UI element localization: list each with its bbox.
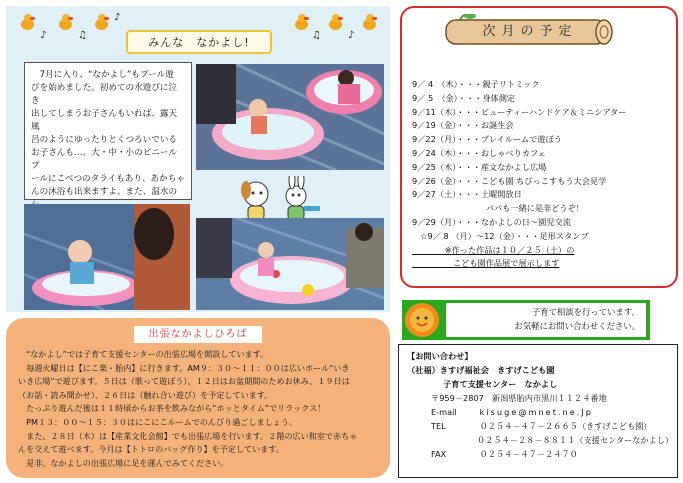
outreach-line: いき広場”で遊びます。５日は（歌って遊ぼう）、１２日はお盆期間のためお休み、１９日は — [18, 376, 350, 387]
children-pool-photo — [196, 218, 384, 310]
sun-face-icon — [405, 303, 439, 337]
consultation-line: お気軽にお問い合わせください。 — [514, 321, 640, 331]
pool-photo — [196, 64, 384, 170]
outreach-line: たっぷり遊んだ後は１１時頃からお茶を飲みながら“ホッとタイム”でリラックス！ — [18, 403, 326, 414]
outreach-line: 是非、なかよしの出張広場に足を運んでみてください。 — [18, 457, 229, 468]
schedule-item: 9／19（金）・・・お誕生会 — [412, 120, 514, 131]
schedule-item: 9／25（木）・・・産文なかよし広場 — [412, 161, 547, 172]
tel-label: TEL — [431, 421, 446, 431]
duck-icon — [94, 14, 110, 32]
story-line: びを始めました。初めての水遊びに泣き — [31, 83, 178, 106]
consultation-line: 子育て相談を行っています。 — [531, 307, 640, 317]
schedule-item: ※作った作品は１０／２５（土）の — [412, 244, 575, 255]
duck-icon — [362, 14, 378, 32]
story-line: 出してしまうお子さんもいれば、露天風 — [31, 109, 178, 132]
story-line: んの沐浴も出来ますよ。また、温水の — [31, 187, 178, 197]
schedule-item: 9／24（木）・・・おしゃべりカフェ — [412, 147, 546, 158]
duck-icon — [20, 14, 36, 32]
fax-value: ０２５４－４７－２４７０ — [479, 449, 578, 459]
music-note-icon: ♫ — [312, 30, 321, 41]
contact-org: （社福）きすげ福祉会 きすげこども園 — [407, 365, 555, 375]
schedule-item: 9／ 5 （金）・・・身体測定 — [412, 92, 516, 103]
outreach-line: 毎週火曜日は【にこ楽・胎内】に行きます。AM９：３０～１１：００は広いホール“いき — [18, 362, 350, 373]
outreach-line: “なかよし”では子育て支援センターの出張広場を開設しています。 — [18, 349, 269, 359]
schedule-item: 9／11（木）・・・ビューティーハンドケア＆ミニシアター — [412, 106, 627, 117]
outreach-text — [18, 348, 382, 470]
duck-icon — [58, 14, 74, 32]
schedule-title: 次月の予定 — [482, 24, 578, 39]
schedule-item: 9／ 4 （木）・・・親子リトミック — [412, 79, 540, 89]
contact-center: 子育て支援センター なかよし — [443, 379, 558, 389]
schedule-item: ☆9／ 8 （月）～12（金）・・・足形スタンプ — [412, 230, 589, 241]
music-note-icon: ♪ — [348, 30, 355, 41]
tel-value[interactable]: ０２５４－２８－８８１１（支援センターなかよし） — [477, 435, 674, 445]
contact-info — [398, 344, 678, 478]
outreach-section — [6, 318, 390, 478]
consultation-text — [446, 303, 646, 337]
contact-address: 〒959－2807 新潟県胎内市黒川１１２４番地 — [431, 393, 607, 403]
dog-rabbit-illustration — [234, 176, 326, 224]
newsletter-top-left-panel — [6, 6, 390, 312]
log-banner — [440, 14, 616, 44]
story-line: 7月に入り、“なかよし”もプール遊 — [31, 70, 174, 80]
story-line: ールにこべつのタライもあり、あかちゃ — [31, 174, 185, 184]
schedule-item: 9／22（月）・・・プレイルームで遊ぼう — [412, 134, 562, 145]
section-title-banner — [126, 30, 272, 54]
duck-icon — [294, 14, 310, 32]
music-note-icon: ♪ — [114, 12, 121, 23]
next-month-schedule — [400, 6, 678, 288]
schedule-item: 9／29（月）・・・なかよしの日～園児交流 — [412, 216, 571, 227]
story-line: お子さんも…。大・中・小のビニールプ — [31, 148, 177, 171]
outreach-title: 出張なかよしひろば — [134, 326, 262, 343]
baby-basin-photo — [24, 204, 190, 310]
contact-heading: 【お問い合わせ】 — [407, 351, 473, 361]
email-label: E-mail — [431, 407, 457, 417]
outreach-line: PM１３：００～１５：３０はにこにこルームでのんびり過ごしましょう。 — [18, 416, 297, 427]
schedule-item: 9／27（土）・・・土曜開放日 — [412, 189, 522, 200]
tel-value[interactable]: ０２５４－４７－２６６５（きすげこども園） — [479, 421, 652, 431]
fax-label: FAX — [431, 449, 447, 459]
section-title: みんな なかよし! — [148, 36, 250, 49]
story-text-box — [24, 62, 192, 200]
music-note-icon: ♫ — [78, 30, 87, 41]
schedule-item: こども園作品展で展示します — [412, 258, 560, 269]
consultation-notice — [402, 300, 650, 340]
outreach-line: また、２８日（木）は【産業文化会館】でも出張広場を行います。２階の広い和室で赤ちゃ — [18, 430, 358, 441]
outreach-line: （お話・読み聞かせ）、２６日は（触れ合い遊び）を予定しています。 — [18, 389, 273, 400]
music-note-icon: ♪ — [40, 30, 47, 41]
schedule-item: 9／26（金）・・・こども園 ちびっこすもう大会見学 — [412, 175, 607, 186]
outreach-line: んを交えて遊べます。今月は【トトロのバッグ作り】を予定しています。 — [18, 444, 284, 455]
email-value[interactable]: kisuge@mnet.ne.Jp — [479, 407, 593, 417]
schedule-item: パパも一緒に是非どうぞ！ — [412, 203, 584, 214]
schedule-list — [412, 78, 674, 271]
duck-icon — [328, 14, 344, 32]
story-line: 呂のようにゆったりとくつろいでいる — [31, 135, 178, 145]
